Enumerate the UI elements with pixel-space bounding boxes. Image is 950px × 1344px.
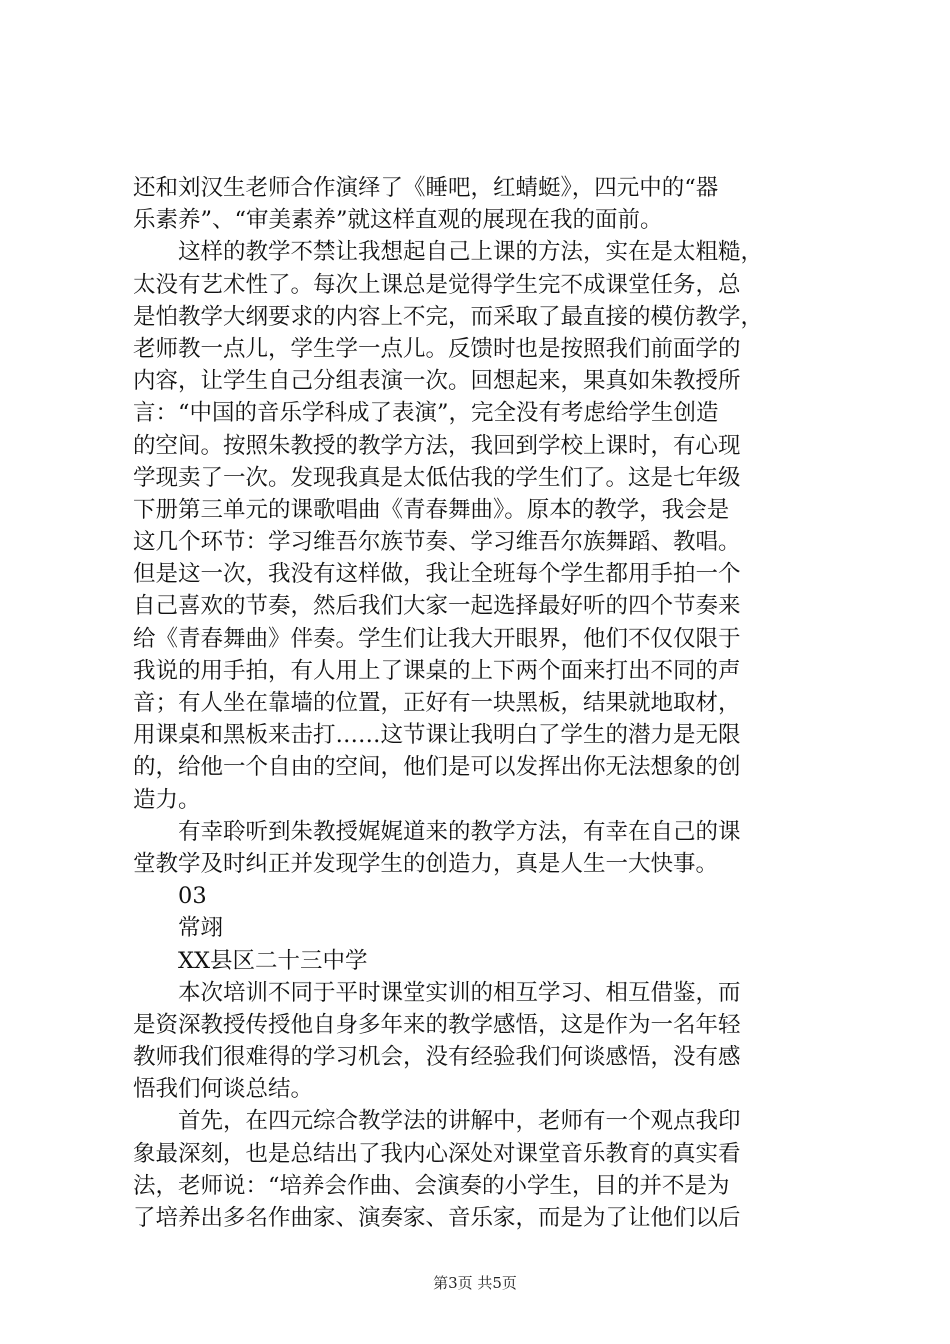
author-school: XX县区二十三中学 bbox=[133, 947, 368, 974]
page-number-label: 第3页 共5页 bbox=[433, 1274, 517, 1292]
text-line: 的，给他一个自由的空间，他们是可以发挥出你无法想象的创 bbox=[133, 754, 741, 781]
section-number: 03 bbox=[133, 883, 207, 910]
text-line: 下册第三单元的课歌唱曲《青春舞曲》。原本的教学，我会是 bbox=[133, 496, 730, 523]
text-line: 但是这一次，我没有这样做，我让全班每个学生都用手拍一个 bbox=[133, 561, 741, 588]
text-line: 自己喜欢的节奏，然后我们大家一起选择最好听的四个节奏来 bbox=[133, 593, 741, 620]
author-name: 常翊 bbox=[133, 915, 224, 942]
text-line: 的空间。按照朱教授的教学方法，我回到学校上课时，有心现 bbox=[133, 432, 741, 459]
text-line: 法，老师说：“培养会作曲、会演奏的小学生，目的并不是为 bbox=[133, 1172, 730, 1199]
text-line: 这样的教学不禁让我想起自己上课的方法，实在是太粗糙， bbox=[133, 239, 764, 266]
text-line: 象最深刻，也是总结出了我内心深处对课堂音乐教育的真实看 bbox=[133, 1140, 741, 1167]
text-line: 教师我们很难得的学习机会，没有经验我们何谈感悟，没有感 bbox=[133, 1044, 741, 1071]
text-line: 堂教学及时纠正并发现学生的创造力，真是人生一大快事。 bbox=[133, 850, 719, 877]
text-line: 太没有艺术性了。每次上课总是觉得学生完不成课堂任务，总 bbox=[133, 271, 741, 298]
text-line: 本次培训不同于平时课堂实训的相互学习、相互借鉴，而 bbox=[133, 979, 741, 1006]
text-line: 悟我们何谈总结。 bbox=[133, 1076, 314, 1103]
text-line: 言：“中国的音乐学科成了表演”，完全没有考虑给学生创造 bbox=[133, 400, 719, 427]
text-line: 老师教一点儿，学生学一点儿。反馈时也是按照我们前面学的 bbox=[133, 335, 741, 362]
text-line: 了培养出多名作曲家、演奏家、音乐家，而是为了让他们以后 bbox=[133, 1205, 741, 1231]
text-line: 有幸聆听到朱教授娓娓道来的教学方法，有幸在自己的课 bbox=[133, 818, 741, 845]
text-line: 内容，让学生自己分组表演一次。回想起来，果真如朱教授所 bbox=[133, 368, 741, 395]
text-line: 造力。 bbox=[133, 786, 201, 813]
text-line: 乐素养”、“审美素养”就这样直观的展现在我的面前。 bbox=[133, 207, 663, 234]
text-line: 是资深教授传授他自身多年来的教学感悟，这是作为一名年轻 bbox=[133, 1011, 741, 1038]
text-line: 这几个环节：学习维吾尔族节奏、学习维吾尔族舞蹈、教唱。 bbox=[133, 529, 741, 556]
text-line: 用课桌和黑板来击打……这节课让我明白了学生的潜力是无限 bbox=[133, 722, 741, 749]
page-footer bbox=[0, 1273, 950, 1293]
text-line: 学现卖了一次。发现我真是太低估我的学生们了。这是七年级 bbox=[133, 464, 741, 491]
text-line: 还和刘汉生老师合作演绎了《睡吧，红蜻蜓》，四元中的“器 bbox=[133, 175, 719, 201]
body-text bbox=[133, 172, 833, 1234]
text-line: 是怕教学大纲要求的内容上不完，而采取了最直接的模仿教学， bbox=[133, 303, 764, 330]
text-line: 首先，在四元综合教学法的讲解中，老师有一个观点我印 bbox=[133, 1108, 741, 1135]
text-line: 我说的用手拍，有人用上了课桌的上下两个面来打出不同的声 bbox=[133, 657, 741, 684]
text-line: 音；有人坐在靠墙的位置，正好有一块黑板，结果就地取材， bbox=[133, 690, 741, 716]
text-line: 给《青春舞曲》伴奏。学生们让我大开眼界，他们不仅仅限于 bbox=[133, 625, 741, 652]
